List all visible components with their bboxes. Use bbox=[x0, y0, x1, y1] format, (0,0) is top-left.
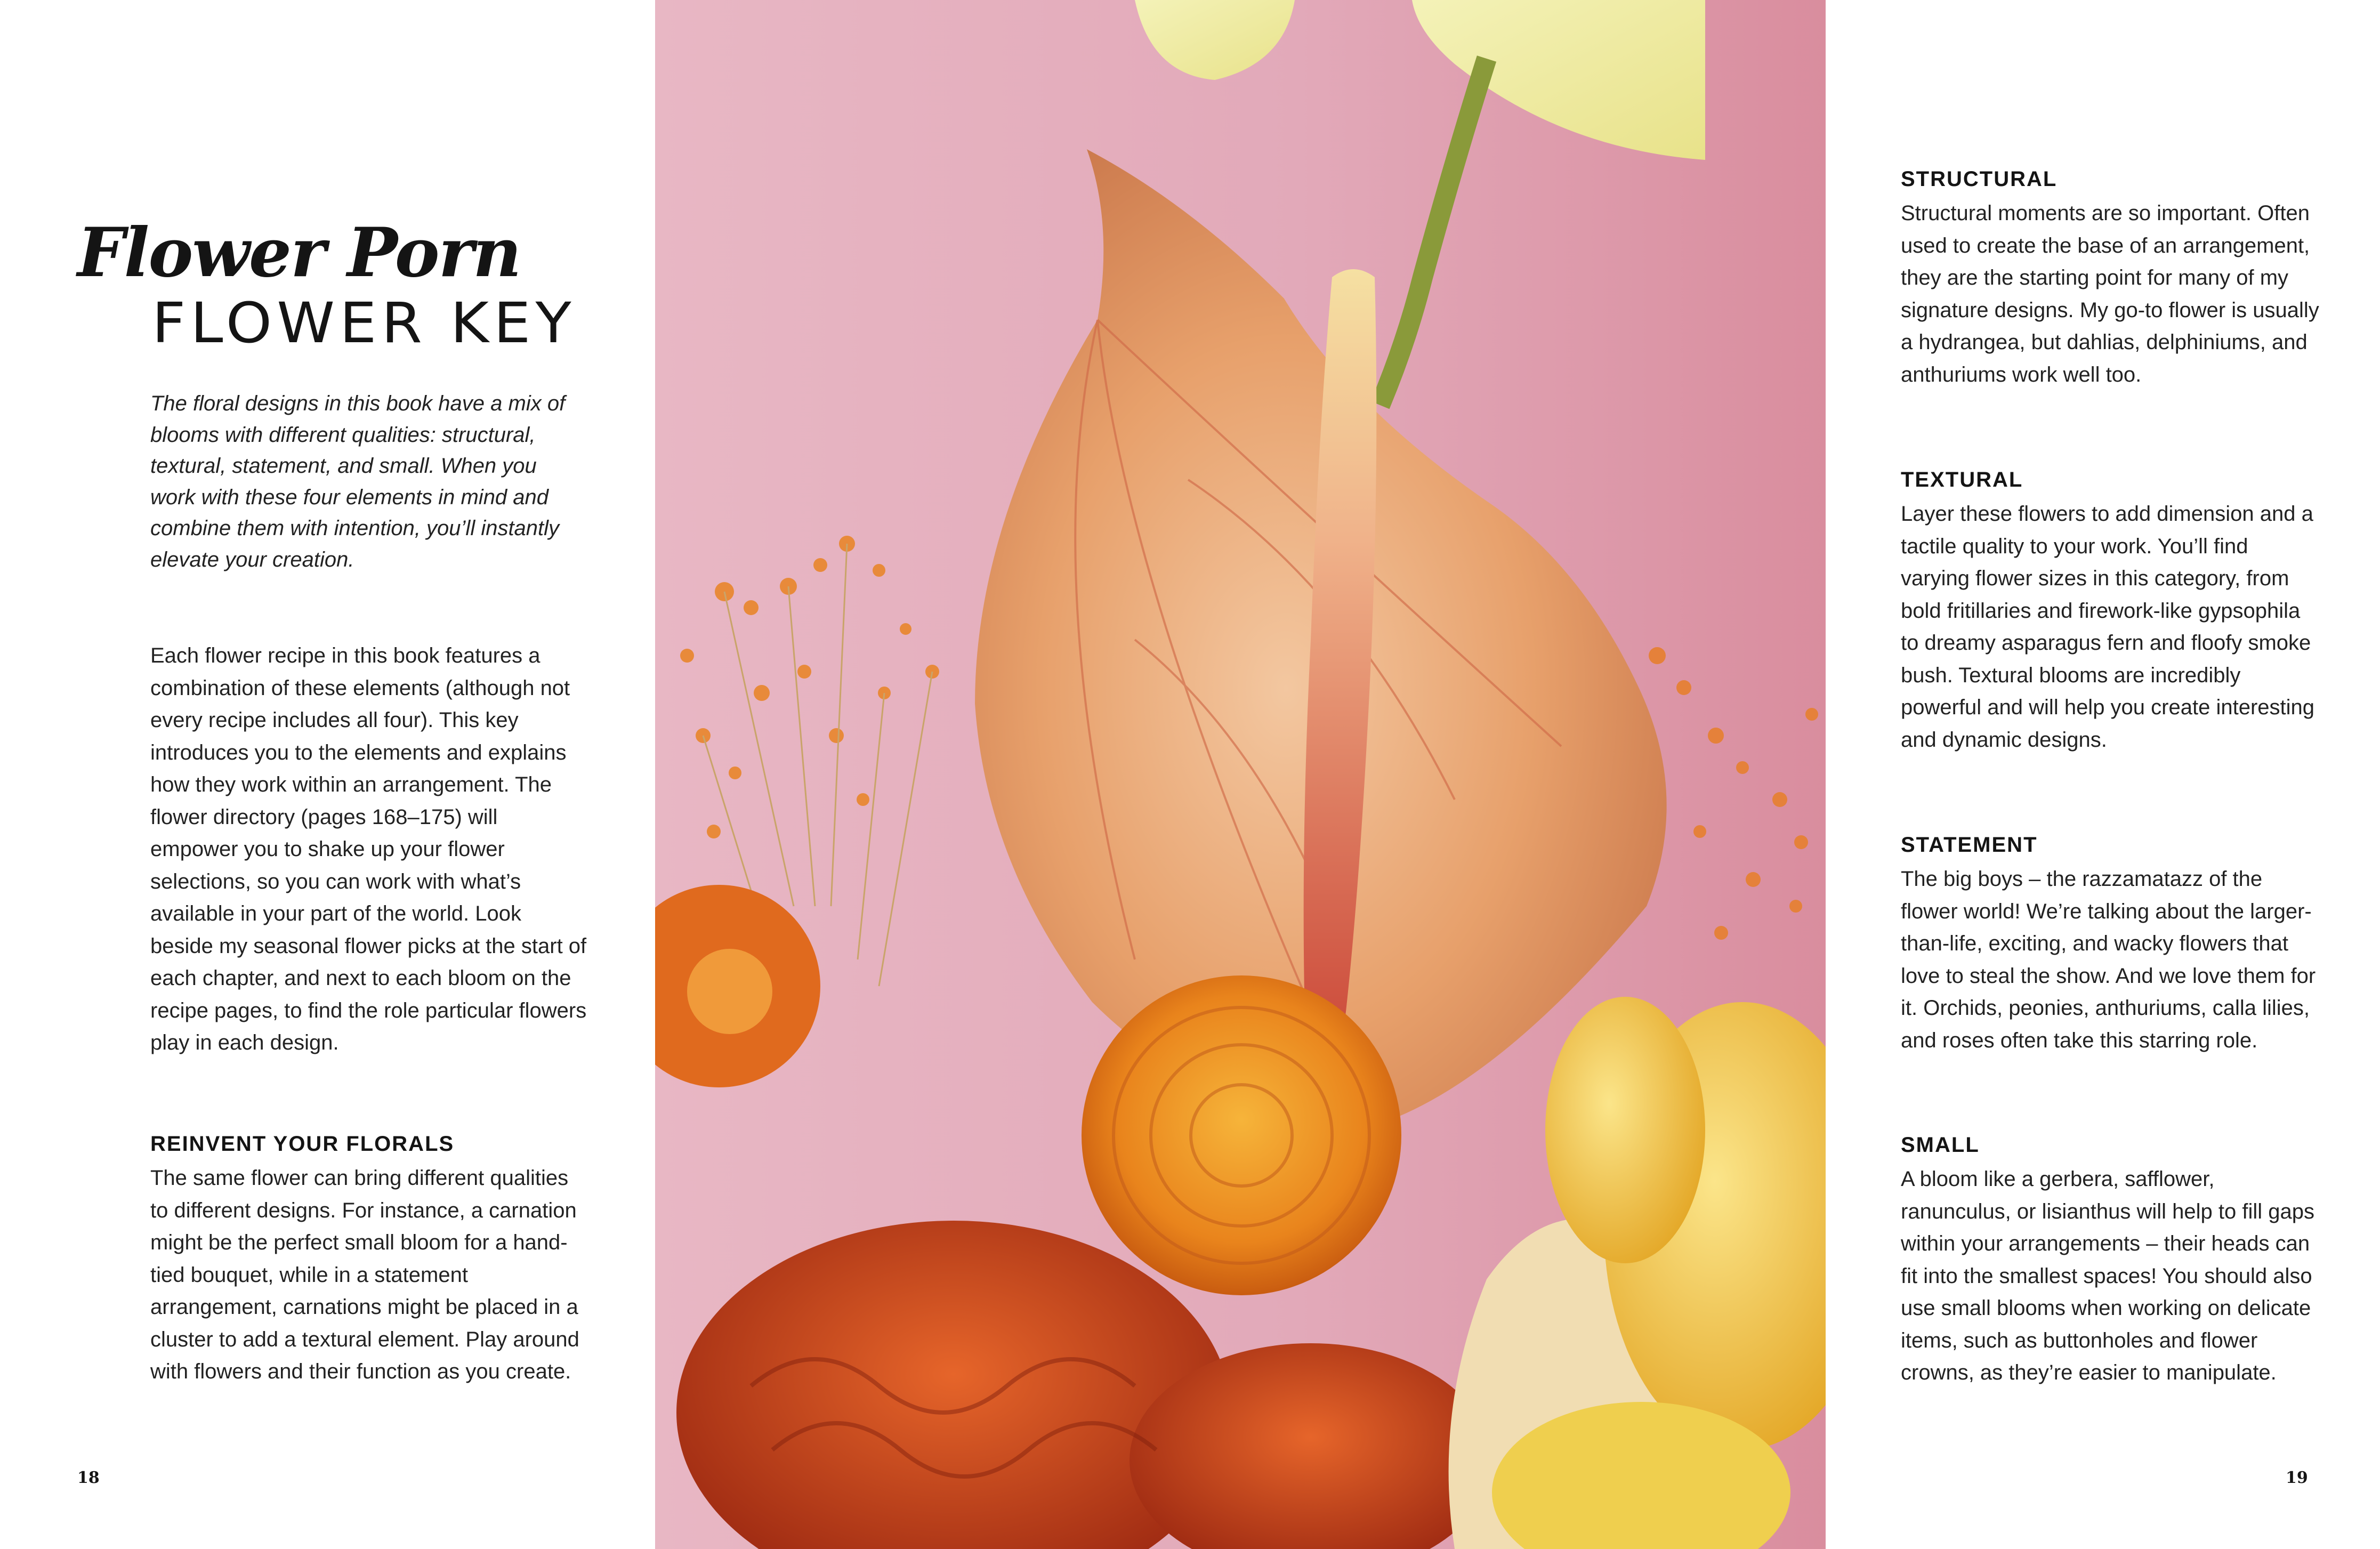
yellow-bud bbox=[1545, 997, 1705, 1263]
gypsophila-right bbox=[1649, 647, 1818, 940]
intro-paragraph: The floral designs in this book have a mix of blooms with different qualities: structural, textural, statement, and small. When you work with these four elements in mind and combine them with intention, you’ll instantly elevate your creation. bbox=[150, 392, 566, 571]
title-caps: FLOWER KEY bbox=[152, 291, 576, 356]
textural-heading: TEXTURAL bbox=[1901, 468, 2023, 491]
title-script: Flower Porn bbox=[77, 213, 521, 292]
marigold-bloom bbox=[1082, 975, 1401, 1295]
statement-section bbox=[1901, 830, 2322, 1056]
statement-heading: STATEMENT bbox=[1901, 833, 2038, 857]
reinvent-section bbox=[150, 1129, 587, 1388]
gypsophila-left bbox=[680, 536, 939, 838]
reinvent-text: The same flower can bring different qualities to different designs. For instance, a carnation might be the perfect small bloom for a hand-tied bouquet, while in a statement arrangement, carnations might be placed in a cluster to add a textural element. Play around with flowers and their function as you create. bbox=[150, 1166, 579, 1383]
statement-text: The big boys – the razzamatazz of the flower world! We’re talking about the larger-than-life, exciting, and wacky flowers that love to steal the show. And we love them for it. Orchids, peonies, anthuriums, calla lilies, and roses often take this starring role. bbox=[1901, 867, 2316, 1052]
anthurium-stem bbox=[1380, 59, 1487, 405]
textural-section bbox=[1901, 465, 2322, 756]
structural-text: Structural moments are so important. Often used to create the base of an arrangement, they are the starting point for many of my signature designs. My go-to flower is usually a hydrangea, but dahlias, delphiniums, and anthuriums work well too. bbox=[1901, 201, 2319, 386]
body-paragraph: Each flower recipe in this book features a combination of these elements (although not every recipe includes all four). This key introduces you to the elements and explains how they work within an arrangement. The flower directory (pages 168–175) will empower you to shake up your flower selections, so you can work with what’s available in your part of the world. Look beside my seasonal flower picks at the start of each chapter, and next to each bloom on the recipe pages, to find the role particular flowers play in each design. bbox=[150, 644, 587, 1054]
flower-photo-illustration bbox=[655, 0, 1826, 1549]
body-block bbox=[150, 640, 587, 1059]
structural-section bbox=[1901, 164, 2322, 391]
page-number-right: 19 bbox=[2286, 1469, 2308, 1487]
small-text: A bloom like a gerbera, safflower, ranunculus, or lisianthus will help to fill gaps within your arrangements – their heads can fit into the smallest spaces! You should also use small blooms when working on delicate items, such as buttonholes and flower crowns, as they’re easier to manipulate. bbox=[1901, 1167, 2314, 1384]
textural-text: Layer these flowers to add dimension and a tactile quality to your work. You’ll find varying flower sizes in this category, from bold fritillaries and firework-like gypsophila to dreamy asparagus fern and floofy smoke bush. Textural blooms are incredibly powerful and will help you create interesting and dynamic designs. bbox=[1901, 502, 2314, 752]
small-heading: SMALL bbox=[1901, 1133, 1980, 1157]
top-bloom bbox=[1135, 0, 1295, 80]
reinvent-heading: REINVENT YOUR FLORALS bbox=[150, 1132, 455, 1156]
small-section bbox=[1901, 1130, 2322, 1389]
page-number-left: 18 bbox=[77, 1469, 100, 1487]
structural-heading: STRUCTURAL bbox=[1901, 167, 2058, 191]
flower-photo bbox=[655, 0, 1826, 1549]
